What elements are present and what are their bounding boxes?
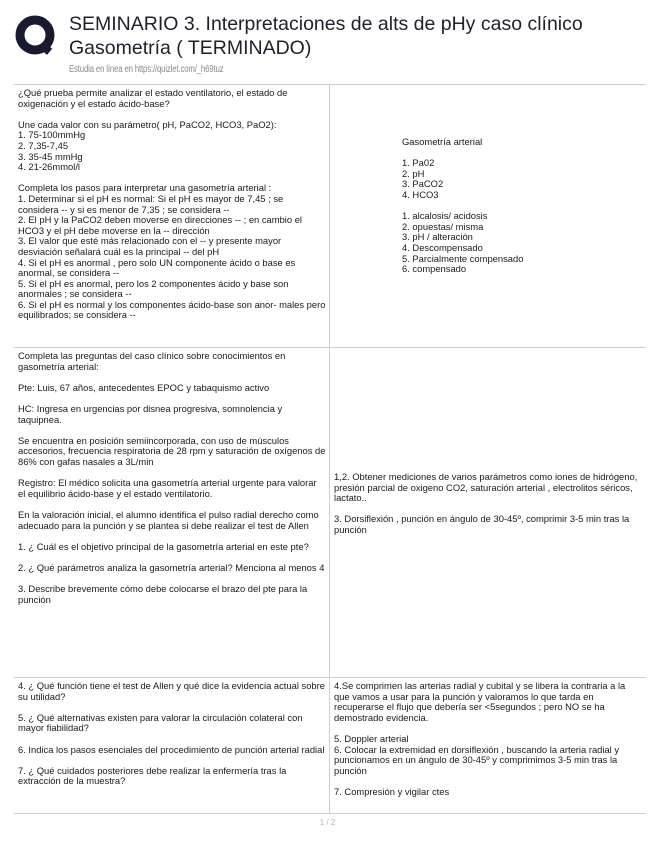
- definition-text: Gasometría arterial: [402, 136, 483, 147]
- definition-cell: [330, 348, 646, 677]
- term-text: 6. Indica los pasos esenciales del procedimiento de punción arterial radial: [18, 743, 325, 755]
- flashcard-row: [14, 678, 646, 814]
- definition-cell: [330, 678, 646, 813]
- term-text: 7. ¿ Qué cuidados posteriores debe realizar la enfermería tras la extracción de la muestra?: [18, 764, 287, 787]
- definition-cell: [330, 85, 646, 347]
- term-text: 4. ¿ Qué función tiene el test de Allen y qué dice la evidencia actual sobre su utilidad?: [18, 680, 325, 702]
- flashcard-row: [14, 348, 646, 678]
- page-title: SEMINARIO 3. Interpretaciones de alts de pHy caso clínico Gasometría ( TERMINADO): [69, 13, 583, 59]
- definition-text: 5. Doppler arterial 6. Colocar la extremidad en dorsiflexión , buscando la arteria radial y puncionamos en un ángulo de 30-45º y comprimimos 3-5 min tras la punción: [334, 732, 620, 776]
- definition-text: 4.Se comprimen las arterias radial y cubital y se libera la contraria a la que vamos a usar para la punción y valoramos lo que tarda en recuperarse el flujo que debería ser <5segundos ; pero NO se ha demostrado evidencia.: [334, 680, 626, 723]
- term-text: Une cada valor con su parámetro( pH, PaCO2, HCO3, PaO2): 1. 75-100mmHg 2. 7,35-7,45 3. 35-45 mmHg 4. 21-26mmol/l: [18, 118, 277, 173]
- term-text: Registro: El médico solicita una gasometría arterial urgente para valorar el equilibrio ácido-base y el estado ventilatorio.: [18, 477, 317, 499]
- flashcard-row: [14, 85, 646, 348]
- term-cell: [14, 85, 330, 347]
- term-text: 1. ¿ Cuál es el objetivo principal de la gasometría arterial en este pte?: [18, 540, 309, 552]
- definition-text: 1,2. Obtener mediciones de varios parámetros como iones de hidrógeno, presión parcial de oxigeno CO2, saturación arterial , electrolitos séricos, lactato..: [334, 471, 638, 504]
- quizlet-logo-icon: [14, 14, 58, 58]
- source-url: Estudia en línea en https://quizlet.com/_h69tuz: [69, 64, 224, 75]
- term-text: Completa los pasos para interpretar una gasometría arterial : 1. Determinar si el pH es normal: Si el pH es mayor de 7,45 ; se considera -- y si es menor de 7,35 ; se considera -- 2. El pH y la PaCO2 deben moverse en direcciones -- ; en cambio el HCO3 y el pH debe moverse en la -- dirección 3. El valor que esté más relacionado con el -- y presente mayor desviación señalará cuál es la principal -- del pH 4. Si el pH es anormal , pero solo UN componente ácido o base es anormal, se considera -- 5. Si el pH es anormal, pero los 2 componentes ácido y base son anormales ; se considera -- 6. Si el pH es normal y los componentes ácido-base son anor- males pero equilibrados; se considera --: [18, 182, 326, 321]
- term-text: HC: Ingresa en urgencias por disnea progresiva, somnolencia y taquipnea.: [18, 402, 283, 425]
- definition-text: 3. Dorsiflexión , punción en ángulo de 30-45º, comprimir 3-5 min tras la punción: [334, 513, 630, 535]
- term-text: 5. ¿ Qué alternativas existen para valorar la circulación colateral con mayor fiabilidad?: [18, 711, 303, 734]
- page-number: 1 / 2: [319, 818, 336, 827]
- document-header: [14, 8, 650, 80]
- definition-text: 1. Pa02 2. pH 3. PaCO2 4. HCO3: [402, 157, 444, 200]
- definition-text: 7. Compresión y vigilar ctes: [334, 785, 450, 797]
- term-text: 3. Describe brevemente cómo debe colocarse el brazo del pte para la punción: [18, 583, 308, 605]
- term-text: 2. ¿ Qué parámetros analiza la gasometría arterial? Menciona al menos 4: [18, 561, 325, 573]
- term-text: ¿Qué prueba permite analizar el estado ventilatorio, el estado de oxigenación y el estado ácido-base?: [18, 87, 288, 109]
- definition-text: 1. alcalosis/ acidosis 2. opuestas/ misma 3. pH / alteración 4. Descompensado 5. Parcialmente compensado 6. compensado: [402, 210, 524, 275]
- term-text: Completa las preguntas del caso clínico sobre conocimientos en gasometría arterial:: [18, 350, 286, 372]
- term-cell: [14, 348, 330, 677]
- flashcard-table: [14, 84, 646, 814]
- term-text: En la valoración inicial, el alumno identifica el pulso radial derecho como adecuado para la punción y se plantea si debe realizar el test de Allen: [18, 508, 319, 531]
- term-text: Se encuentra en posición semiincorporada, con uso de músculos accesorios, frecuencia respiratoria de 28 rpm y saturación de oxígenos de 86% con gafas nasales a 3L/min: [18, 434, 326, 467]
- term-text: Pte: Luis, 67 años, antecedentes EPOC y tabaquismo activo: [18, 381, 270, 393]
- term-cell: [14, 678, 330, 813]
